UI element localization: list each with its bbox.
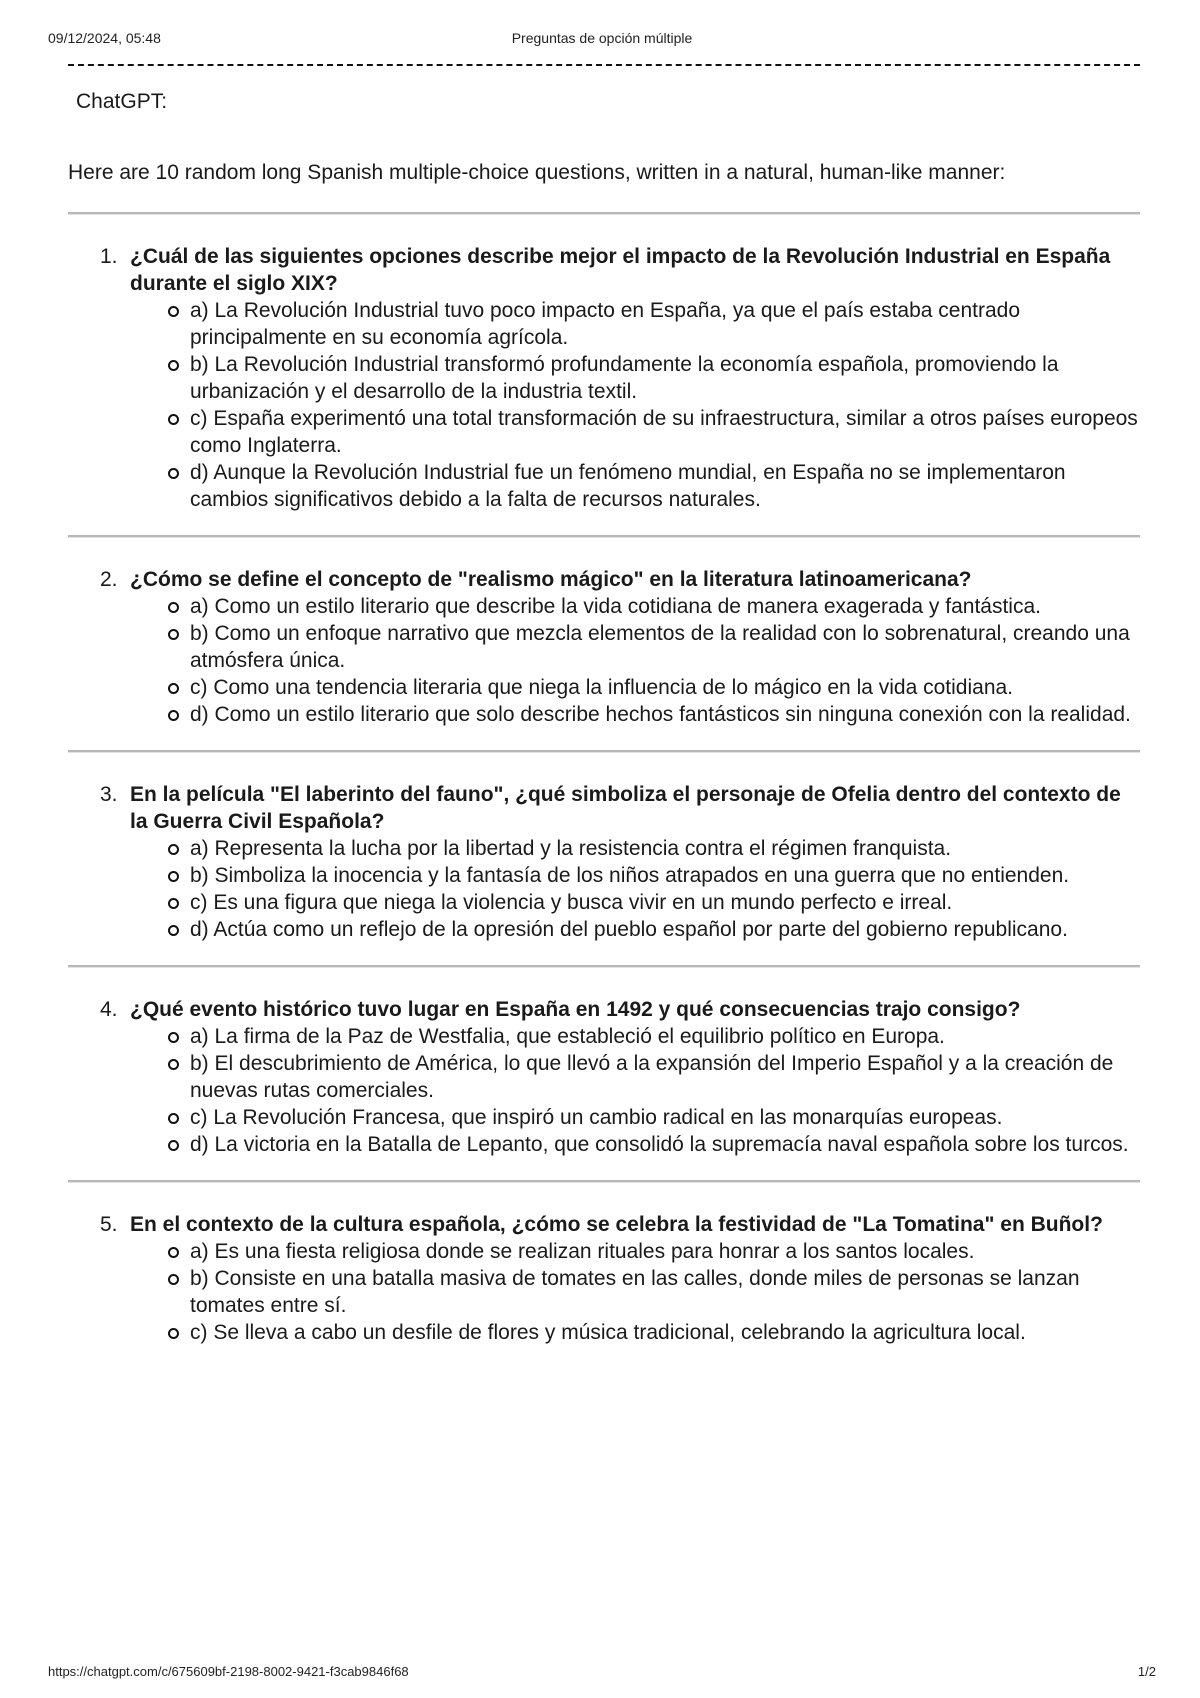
question-number: 1.	[100, 245, 118, 268]
speaker-label: ChatGPT:	[76, 90, 168, 113]
option-text: d) Actúa como un reflejo de la opresión del pueblo español por parte del gobierno republicano.	[190, 918, 1068, 941]
circle-bullet-icon	[168, 1113, 179, 1124]
question-line	[68, 243, 1140, 297]
dashed-separator	[68, 64, 1140, 66]
circle-bullet-icon	[168, 1032, 179, 1043]
circle-bullet-icon	[168, 306, 179, 317]
option-item	[190, 862, 1140, 889]
option-text: a) Como un estilo literario que describe la vida cotidiana de manera exagerada y fantástica.	[190, 595, 1041, 618]
option-item	[190, 1265, 1140, 1319]
horizontal-rule	[68, 212, 1140, 215]
print-datetime: 09/12/2024, 05:48	[48, 30, 161, 46]
question-text: ¿Cómo se define el concepto de "realismo mágico" en la literatura latinoamericana?	[130, 568, 972, 591]
option-item	[190, 351, 1140, 405]
horizontal-rule	[68, 965, 1140, 968]
option-text: a) La firma de la Paz de Westfalia, que estableció el equilibrio político en Europa.	[190, 1025, 945, 1048]
horizontal-rule	[68, 1180, 1140, 1183]
question-number: 3.	[100, 783, 118, 806]
horizontal-rule	[68, 535, 1140, 538]
option-item	[190, 1050, 1140, 1104]
circle-bullet-icon	[168, 710, 179, 721]
option-text: b) La Revolución Industrial transformó profundamente la economía española, promoviendo la urbanización y el desarrollo de la industria textil.	[190, 353, 1059, 403]
option-text: b) El descubrimiento de América, lo que llevó a la expansión del Imperio Español y a la creación de nuevas rutas comerciales.	[190, 1052, 1114, 1102]
option-text: b) Simboliza la inocencia y la fantasía de los niños atrapados en una guerra que no entienden.	[190, 864, 1070, 887]
option-item	[190, 916, 1140, 943]
circle-bullet-icon	[168, 468, 179, 479]
circle-bullet-icon	[168, 1059, 179, 1070]
option-item	[190, 620, 1140, 674]
circle-bullet-icon	[168, 925, 179, 936]
options-list	[68, 297, 1140, 513]
question-line	[68, 996, 1140, 1023]
options-list	[68, 1023, 1140, 1158]
question-text: ¿Cuál de las siguientes opciones describe mejor el impacto de la Revolución Industrial en España durante el siglo XIX?	[130, 245, 1111, 295]
option-text: b) Consiste en una batalla masiva de tomates en las calles, donde miles de personas se lanzan tomates entre sí.	[190, 1267, 1080, 1317]
circle-bullet-icon	[168, 898, 179, 909]
circle-bullet-icon	[168, 1247, 179, 1258]
question-line	[68, 1211, 1140, 1238]
question-text: ¿Qué evento histórico tuvo lugar en España en 1492 y qué consecuencias trajo consigo?	[130, 998, 1021, 1021]
chat-content	[68, 88, 1140, 1368]
option-item	[190, 405, 1140, 459]
option-item	[190, 1238, 1140, 1265]
option-item	[190, 889, 1140, 916]
circle-bullet-icon	[168, 360, 179, 371]
print-header	[48, 30, 1156, 52]
circle-bullet-icon	[168, 1140, 179, 1151]
question-number: 4.	[100, 998, 118, 1021]
options-list	[68, 593, 1140, 728]
option-text: c) Es una figura que niega la violencia y busca vivir en un mundo perfecto e irreal.	[190, 891, 953, 914]
option-text: d) Aunque la Revolución Industrial fue un fenómeno mundial, en España no se implementaron cambios significativos debido a la falta de recursos naturales.	[190, 461, 1066, 511]
option-text: c) La Revolución Francesa, que inspiró un cambio radical en las monarquías europeas.	[190, 1106, 1003, 1129]
circle-bullet-icon	[168, 602, 179, 613]
circle-bullet-icon	[168, 629, 179, 640]
circle-bullet-icon	[168, 871, 179, 882]
option-text: d) Como un estilo literario que solo describe hechos fantásticos sin ninguna conexión con la realidad.	[190, 703, 1131, 726]
horizontal-rule	[68, 750, 1140, 753]
page-url: https://chatgpt.com/c/675609bf-2198-8002-9421-f3cab9846f68	[48, 1664, 409, 1679]
question-item	[68, 1211, 1140, 1346]
option-text: a) Es una fiesta religiosa donde se realizan rituales para honrar a los santos locales.	[190, 1240, 975, 1263]
question-item	[68, 996, 1140, 1158]
question-item	[68, 566, 1140, 728]
question-line	[68, 781, 1140, 835]
circle-bullet-icon	[168, 1328, 179, 1339]
question-text: En la película "El laberinto del fauno", ¿qué simboliza el personaje de Ofelia dentro del contexto de la Guerra Civil Española?	[130, 783, 1121, 833]
option-item	[190, 674, 1140, 701]
option-text: c) Se lleva a cabo un desfile de flores y música tradicional, celebrando la agricultura local.	[190, 1321, 1026, 1344]
question-line	[68, 566, 1140, 593]
option-text: a) Representa la lucha por la libertad y la resistencia contra el régimen franquista.	[190, 837, 952, 860]
option-item	[190, 1023, 1140, 1050]
question-number: 2.	[100, 568, 118, 591]
option-item	[190, 593, 1140, 620]
option-text: c) Como una tendencia literaria que niega la influencia de lo mágico en la vida cotidiana.	[190, 676, 1014, 699]
circle-bullet-icon	[168, 1274, 179, 1285]
option-text: a) La Revolución Industrial tuvo poco impacto en España, ya que el país estaba centrado principalmente en su economía agrícola.	[190, 299, 1021, 349]
question-item	[68, 243, 1140, 513]
question-text: En el contexto de la cultura española, ¿cómo se celebra la festividad de "La Tomatina" en Buñol?	[130, 1213, 1103, 1236]
option-item	[190, 1319, 1140, 1346]
option-item	[190, 701, 1140, 728]
circle-bullet-icon	[168, 414, 179, 425]
question-item	[68, 781, 1140, 943]
page-number: 1/2	[1137, 1664, 1156, 1679]
option-text: b) Como un enfoque narrativo que mezcla elementos de la realidad con lo sobrenatural, creando una atmósfera única.	[190, 622, 1130, 672]
option-item	[190, 835, 1140, 862]
circle-bullet-icon	[168, 844, 179, 855]
options-list	[68, 835, 1140, 943]
document-title: Preguntas de opción múltiple	[511, 30, 693, 46]
option-text: c) España experimentó una total transformación de su infraestructura, similar a otros países europeos como Inglaterra.	[190, 407, 1138, 457]
intro-paragraph: Here are 10 random long Spanish multiple-choice questions, written in a natural, human-like manner:	[68, 161, 1006, 184]
options-list	[68, 1238, 1140, 1346]
option-item	[190, 459, 1140, 513]
option-text: d) La victoria en la Batalla de Lepanto, que consolidó la supremacía naval española sobre los turcos.	[190, 1133, 1129, 1156]
option-item	[190, 1131, 1140, 1158]
print-footer	[48, 1664, 1156, 1684]
circle-bullet-icon	[168, 683, 179, 694]
option-item	[190, 1104, 1140, 1131]
option-item	[190, 297, 1140, 351]
question-number: 5.	[100, 1213, 118, 1236]
